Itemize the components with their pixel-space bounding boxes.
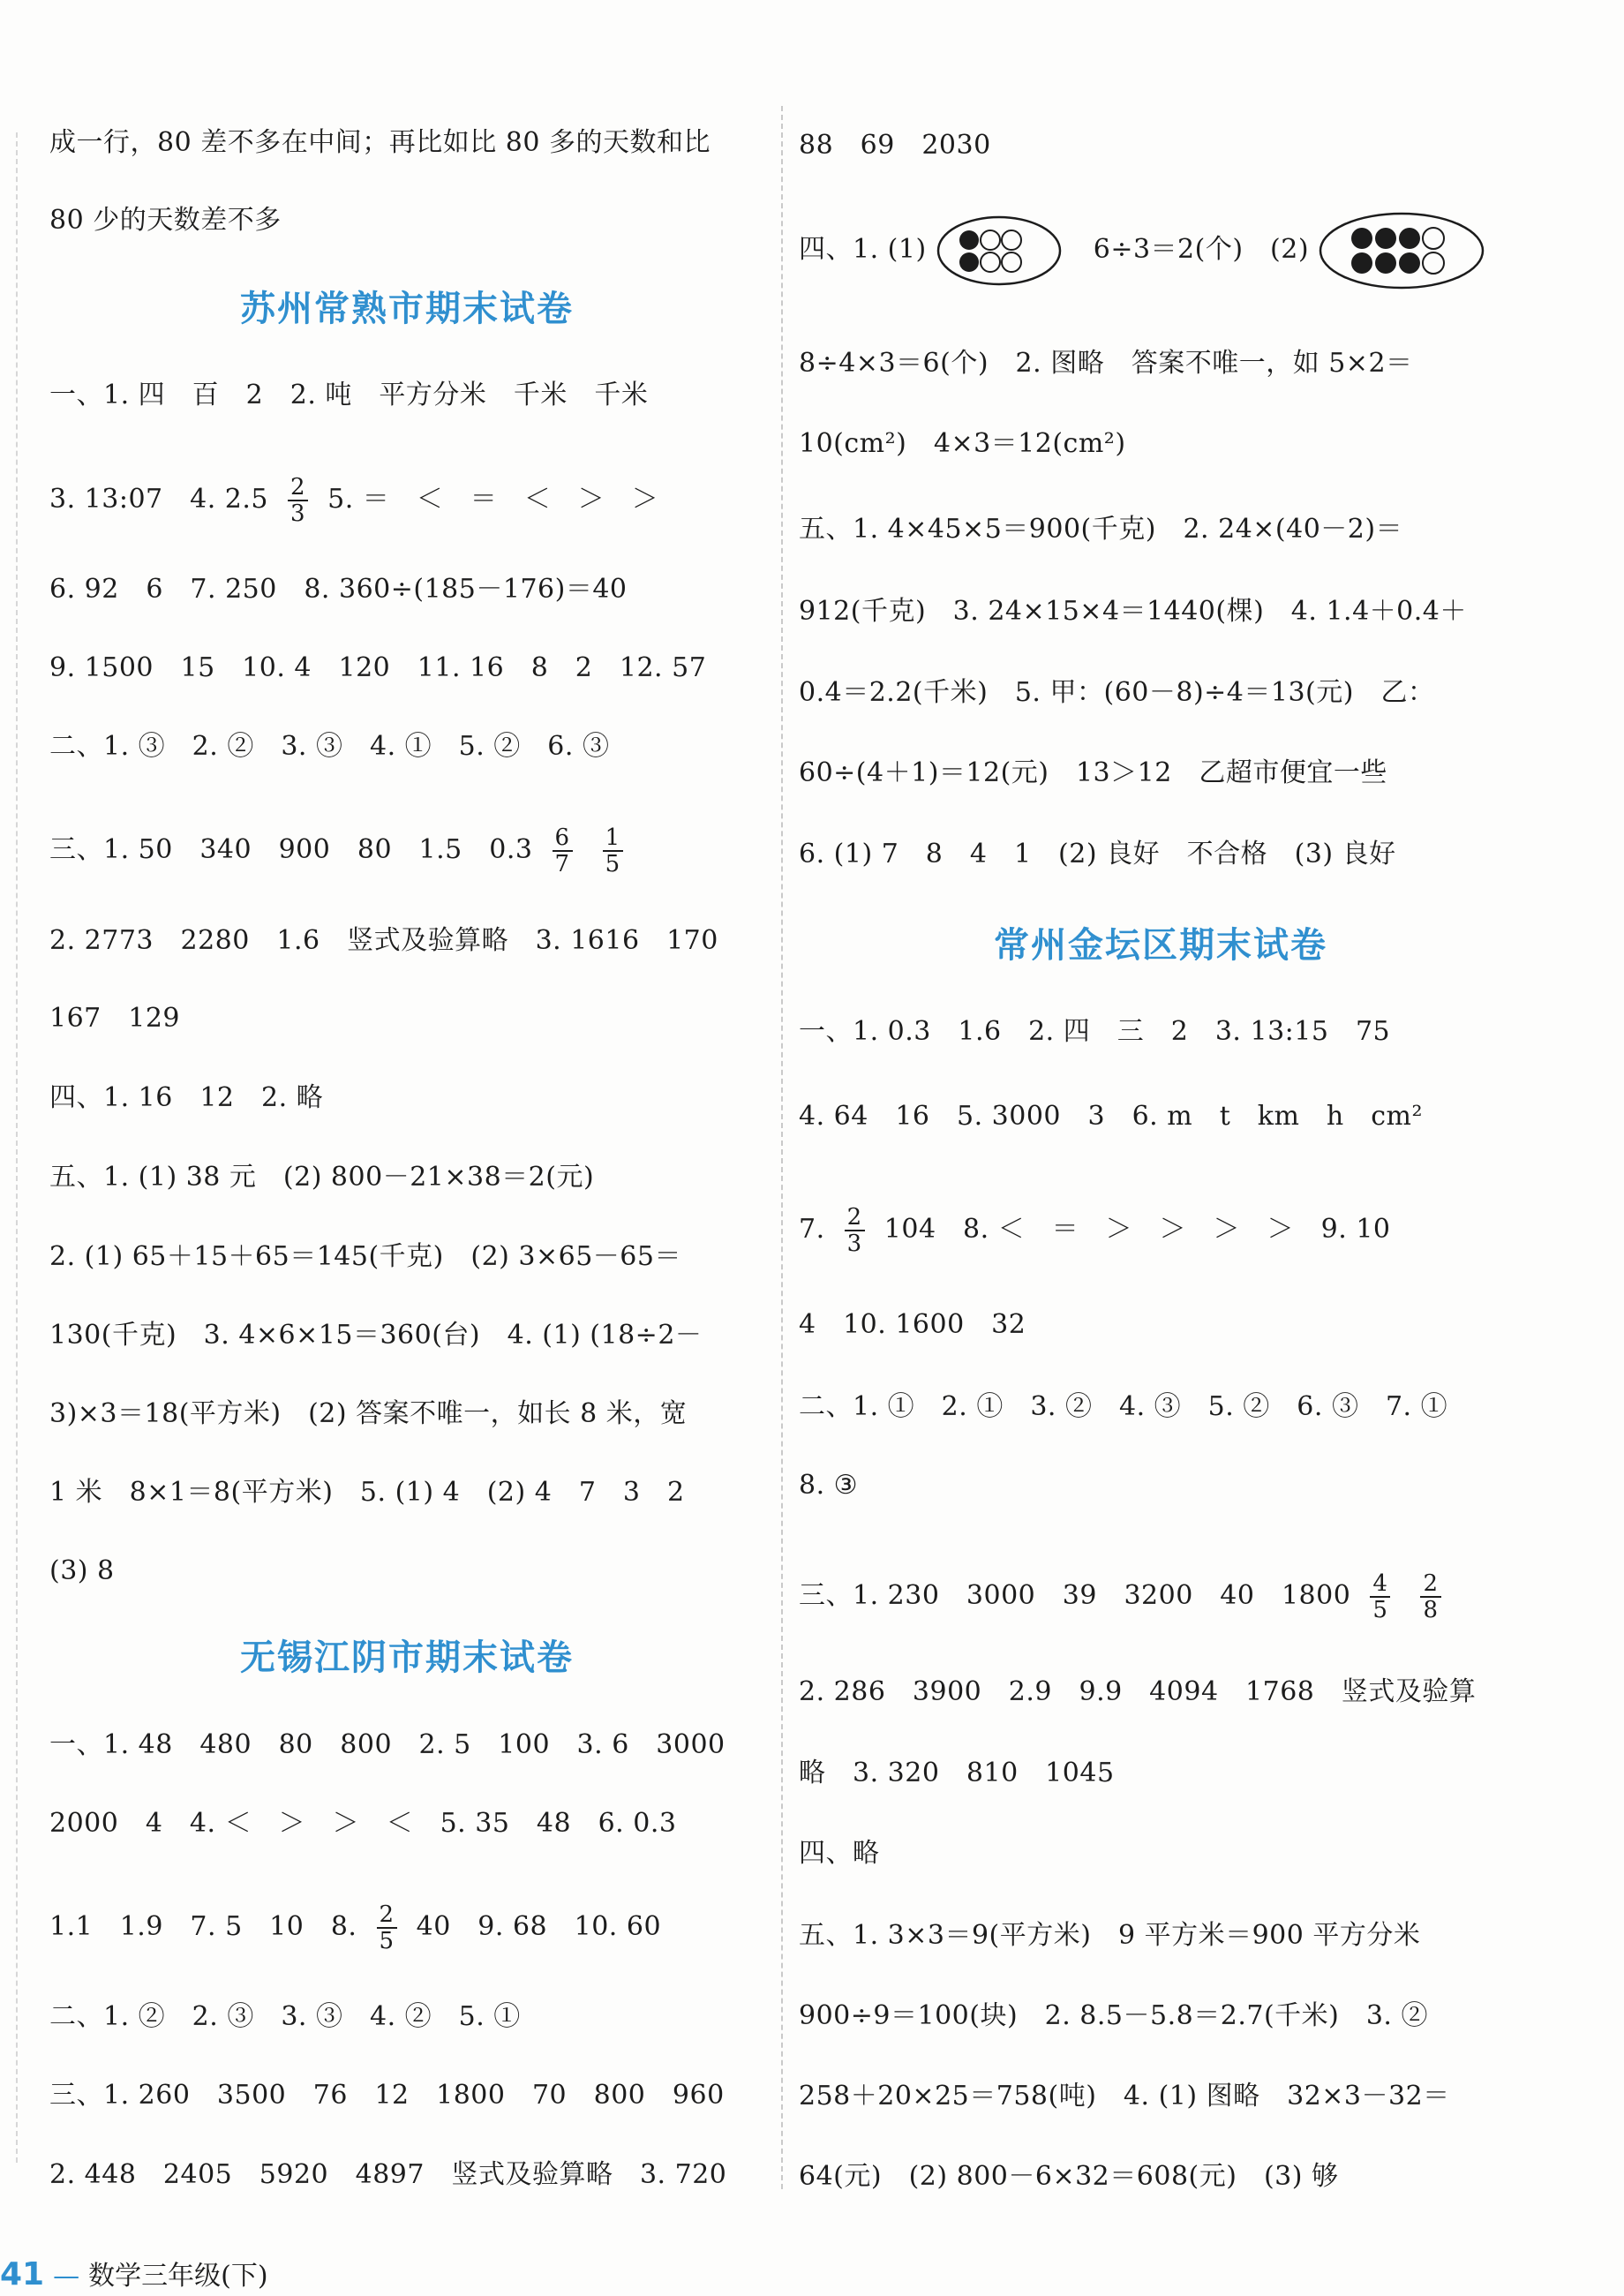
- answer-line: 五、1. 4×45×5＝900(千克) 2. 24×(40－2)＝: [799, 514, 1403, 545]
- answer-text: 3. 13:07 4. 2.5: [49, 484, 268, 515]
- answer-line: 2. 286 3900 2.9 9.9 4094 1768 竖式及验算: [799, 1676, 1477, 1707]
- answer-line: 8÷4×3＝6(个) 2. 图略 答案不唯一，如 5×2＝: [799, 348, 1413, 379]
- fraction-numerator: 1: [603, 825, 623, 852]
- answer-line: [799, 210, 1485, 291]
- answer-text: 三、1. 230 3000 39 3200 40 1800: [799, 1580, 1351, 1611]
- answer-line: 二、1. ① 2. ① 3. ② 4. ③ 5. ② 6. ③ 7. ①: [799, 1391, 1448, 1422]
- answer-line: [49, 825, 634, 877]
- answer-text: 6÷3＝2(个) (2): [1093, 234, 1310, 265]
- answer-text: 104 8. ＜ ＝ ＞ ＞ ＞ ＞ 9. 10: [883, 1214, 1391, 1245]
- answer-line: 258＋20×25＝758(吨) 4. (1) 图略 32×3－32＝: [799, 2081, 1450, 2112]
- answer-line: 8. ③: [799, 1470, 859, 1501]
- fraction: [845, 1205, 865, 1256]
- fraction-denominator: 5: [605, 851, 620, 877]
- fraction-numerator: 2: [377, 1902, 397, 1929]
- answer-line: 2. (1) 65＋15＋65＝145(千克) (2) 3×65－65＝: [49, 1241, 681, 1272]
- dot-group-icon: [1318, 210, 1485, 291]
- footer-dash: —: [53, 2261, 80, 2292]
- answer-line: 五、1. (1) 38 元 (2) 800－21×38＝2(元): [49, 1162, 595, 1193]
- answer-line: 五、1. 3×3＝9(平方米) 9 平方米＝900 平方分米: [799, 1920, 1421, 1951]
- fraction-denominator: 8: [1423, 1597, 1439, 1623]
- answer-line: 2000 4 4. ＜ ＞ ＞ ＜ 5. 35 48 6. 0.3: [49, 1808, 677, 1839]
- answer-line: [49, 1902, 661, 1953]
- page-footer: [0, 2255, 268, 2294]
- fraction-denominator: 3: [846, 1231, 862, 1257]
- answer-line: 3)×3＝18(平方米) (2) 答案不唯一，如长 8 米，宽: [49, 1398, 688, 1429]
- answer-line: 一、1. 48 480 80 800 2. 5 100 3. 6 3000: [49, 1729, 726, 1760]
- fraction: [1370, 1571, 1390, 1622]
- answer-text: 7.: [799, 1214, 825, 1245]
- fraction: [1420, 1571, 1440, 1622]
- answer-line: 6. (1) 7 8 4 1 (2) 良好 不合格 (3) 良好: [799, 839, 1396, 869]
- answer-line: 略 3. 320 810 1045: [799, 1758, 1115, 1788]
- answer-line: 900÷9＝100(块) 2. 8.5－5.8＝2.7(千米) 3. ②: [799, 2000, 1429, 2031]
- answer-line: 1 米 8×1＝8(平方米) 5. (1) 4 (2) 4 7 3 2: [49, 1477, 685, 1508]
- fraction-numerator: 2: [845, 1205, 865, 1231]
- answer-text: 1.1 1.9 7. 5 10 8.: [49, 1911, 357, 1942]
- binding-margin-line: [16, 132, 18, 2163]
- page-number: 41: [0, 2256, 45, 2292]
- answer-line: 88 69 2030: [799, 130, 991, 161]
- answer-line: 4. 64 16 5. 3000 3 6. m t km h cm²: [799, 1101, 1423, 1132]
- book-title: 数学三年级(下): [88, 2261, 268, 2292]
- answer-line: 四、1. 16 12 2. 略: [49, 1082, 324, 1113]
- answer-line: 0.4＝2.2(千米) 5. 甲：(60－8)÷4＝13(元) 乙：: [799, 677, 1435, 708]
- answer-line: 60÷(4＋1)＝12(元) 13＞12 乙超市便宜一些: [799, 757, 1387, 788]
- fraction-numerator: 4: [1370, 1571, 1390, 1598]
- answer-line: 成一行，80 差不多在中间；再比如比 80 多的天数和比: [49, 127, 710, 158]
- answer-line: [799, 1205, 1391, 1256]
- fraction: [603, 825, 623, 877]
- answer-text: 三、1. 50 340 900 80 1.5 0.3: [49, 834, 533, 865]
- fraction-numerator: 6: [553, 825, 573, 852]
- answer-line: 912(千克) 3. 24×15×4＝1440(棵) 4. 1.4＋0.4＋: [799, 596, 1467, 627]
- section-heading-jintan: 常州金坛区期末试卷: [994, 925, 1327, 966]
- fraction-denominator: 5: [379, 1928, 395, 1954]
- answer-text: 四、1. (1): [799, 234, 927, 265]
- fraction: [288, 475, 308, 526]
- section-heading-changshu: 苏州常熟市期末试卷: [240, 289, 574, 329]
- answer-line: 167 129: [49, 1003, 181, 1034]
- answer-text: 40 9. 68 10. 60: [416, 1911, 662, 1942]
- answer-line: 2. 2773 2280 1.6 竖式及验算略 3. 1616 170: [49, 925, 718, 956]
- answer-line: 二、1. ③ 2. ② 3. ③ 4. ① 5. ② 6. ③: [49, 731, 610, 762]
- answer-line: (3) 8: [49, 1555, 115, 1586]
- answer-line: 9. 1500 15 10. 4 120 11. 16 8 2 12. 57: [49, 652, 707, 683]
- fraction: [377, 1902, 397, 1953]
- answer-line: 二、1. ② 2. ③ 3. ③ 4. ② 5. ①: [49, 2001, 521, 2032]
- answer-line: 130(千克) 3. 4×6×15＝360(台) 4. (1) (18÷2－: [49, 1320, 703, 1351]
- dot-group-icon: [936, 214, 1064, 288]
- fraction-numerator: 2: [288, 475, 308, 501]
- answer-line: 6. 92 6 7. 250 8. 360÷(185－176)＝40: [49, 574, 628, 605]
- answer-line: 一、1. 四 百 2 2. 吨 平方分米 千米 千米: [49, 380, 649, 410]
- section-heading-jiangyin: 无锡江阴市期末试卷: [240, 1637, 574, 1678]
- answer-line: 三、1. 260 3500 76 12 1800 70 800 960: [49, 2080, 725, 2111]
- column-divider: [781, 106, 783, 2189]
- fraction: [553, 825, 573, 877]
- answer-line: 64(元) (2) 800－6×32＝608(元) (3) 够: [799, 2161, 1339, 2192]
- answer-line: 2. 448 2405 5920 4897 竖式及验算略 3. 720: [49, 2159, 727, 2190]
- answer-line: 4 10. 1600 32: [799, 1309, 1026, 1340]
- fraction-denominator: 3: [290, 501, 306, 527]
- answer-text: 5. ＝ ＜ ＝ ＜ ＞ ＞: [327, 484, 659, 515]
- answer-line: 一、1. 0.3 1.6 2. 四 三 2 3. 13:15 75: [799, 1016, 1391, 1047]
- fraction-numerator: 2: [1420, 1571, 1440, 1598]
- answer-line: 80 少的天数差不多: [49, 205, 282, 236]
- fraction-denominator: 5: [1372, 1597, 1388, 1623]
- answer-line: 四、略: [799, 1838, 880, 1869]
- answer-line: [49, 475, 658, 526]
- answer-line: [799, 1571, 1452, 1622]
- answer-line: 10(cm²) 4×3＝12(cm²): [799, 428, 1126, 459]
- fraction-denominator: 7: [554, 851, 570, 877]
